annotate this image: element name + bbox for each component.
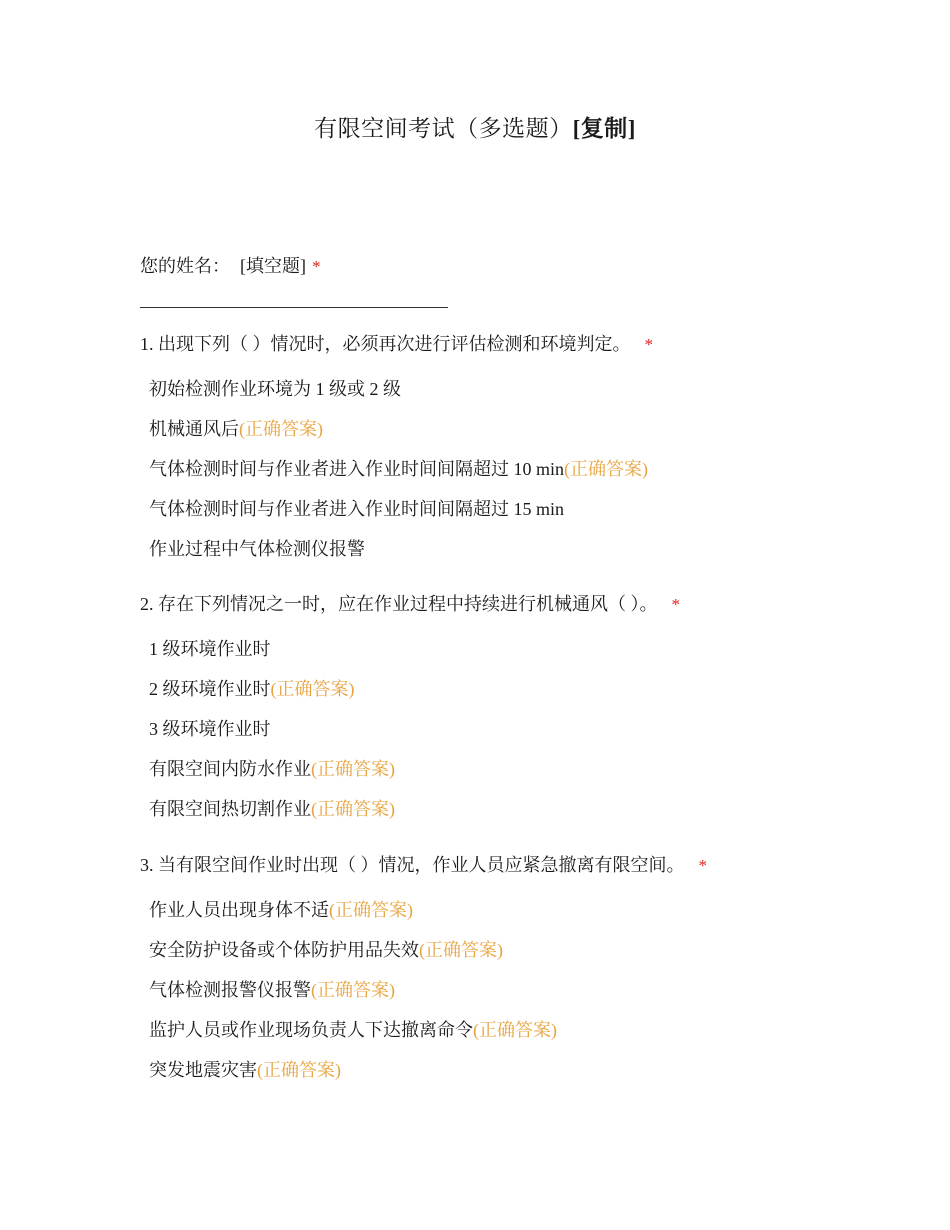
required-mark: * — [698, 856, 707, 875]
option-item: 有限空间热切割作业(正确答案) — [149, 799, 395, 819]
question-text: 1. 出现下列（ ）情况时，必须再次进行评估检测和环境判定。 * — [140, 334, 653, 354]
correct-answer-tag: (正确答案) — [270, 679, 355, 699]
required-mark: * — [644, 335, 653, 354]
page-title — [0, 110, 950, 143]
correct-answer-tag: (正确答案) — [473, 1020, 557, 1040]
option-item: 2 级环境作业时(正确答案) — [149, 679, 355, 699]
title-text: 有限空间考试（多选题） — [314, 116, 573, 141]
name-question — [140, 252, 321, 278]
correct-answer-tag: (正确答案) — [239, 419, 323, 439]
question-3 — [140, 853, 920, 1098]
question-1 — [140, 332, 920, 577]
title-suffix: [复制] — [572, 116, 636, 141]
correct-answer-tag: (正确答案) — [329, 900, 413, 920]
option-list — [140, 898, 920, 1098]
option-item: 3 级环境作业时 — [149, 719, 271, 739]
option-item: 作业过程中气体检测仪报警 — [149, 539, 365, 559]
option-item: 安全防护设备或个体防护用品失效(正确答案) — [149, 940, 503, 960]
correct-answer-tag: (正确答案) — [564, 459, 648, 479]
correct-answer-tag: (正确答案) — [419, 940, 503, 960]
option-item: 监护人员或作业现场负责人下达撤离命令(正确答案) — [149, 1020, 557, 1040]
option-item: 气体检测时间与作业者进入作业时间间隔超过 10 min(正确答案) — [149, 459, 648, 479]
correct-answer-tag: (正确答案) — [311, 799, 395, 819]
option-list — [140, 377, 920, 577]
option-item: 有限空间内防水作业(正确答案) — [149, 759, 395, 779]
required-mark: * — [312, 257, 321, 276]
option-item: 1 级环境作业时 — [149, 639, 271, 659]
correct-answer-tag: (正确答案) — [257, 1060, 341, 1080]
question-text: 2. 存在下列情况之一时，应在作业过程中持续进行机械通风（ ）。 * — [140, 594, 680, 614]
question-2 — [140, 592, 920, 837]
required-mark: * — [671, 595, 680, 614]
option-item: 初始检测作业环境为 1 级或 2 级 — [149, 379, 401, 399]
name-answer-line — [140, 307, 448, 308]
option-item: 机械通风后(正确答案) — [149, 419, 323, 439]
option-item: 作业人员出现身体不适(正确答案) — [149, 900, 413, 920]
correct-answer-tag: (正确答案) — [311, 980, 395, 1000]
option-item: 突发地震灾害(正确答案) — [149, 1060, 341, 1080]
question-type: [填空题] — [240, 256, 306, 276]
correct-answer-tag: (正确答案) — [311, 759, 395, 779]
option-list — [140, 637, 920, 837]
question-text: 3. 当有限空间作业时出现（ ）情况，作业人员应紧急撤离有限空间。 * — [140, 855, 707, 875]
option-item: 气体检测报警仪报警(正确答案) — [149, 980, 395, 1000]
option-item: 气体检测时间与作业者进入作业时间间隔超过 15 min — [149, 499, 564, 519]
name-label: 您的姓名： — [140, 256, 230, 276]
